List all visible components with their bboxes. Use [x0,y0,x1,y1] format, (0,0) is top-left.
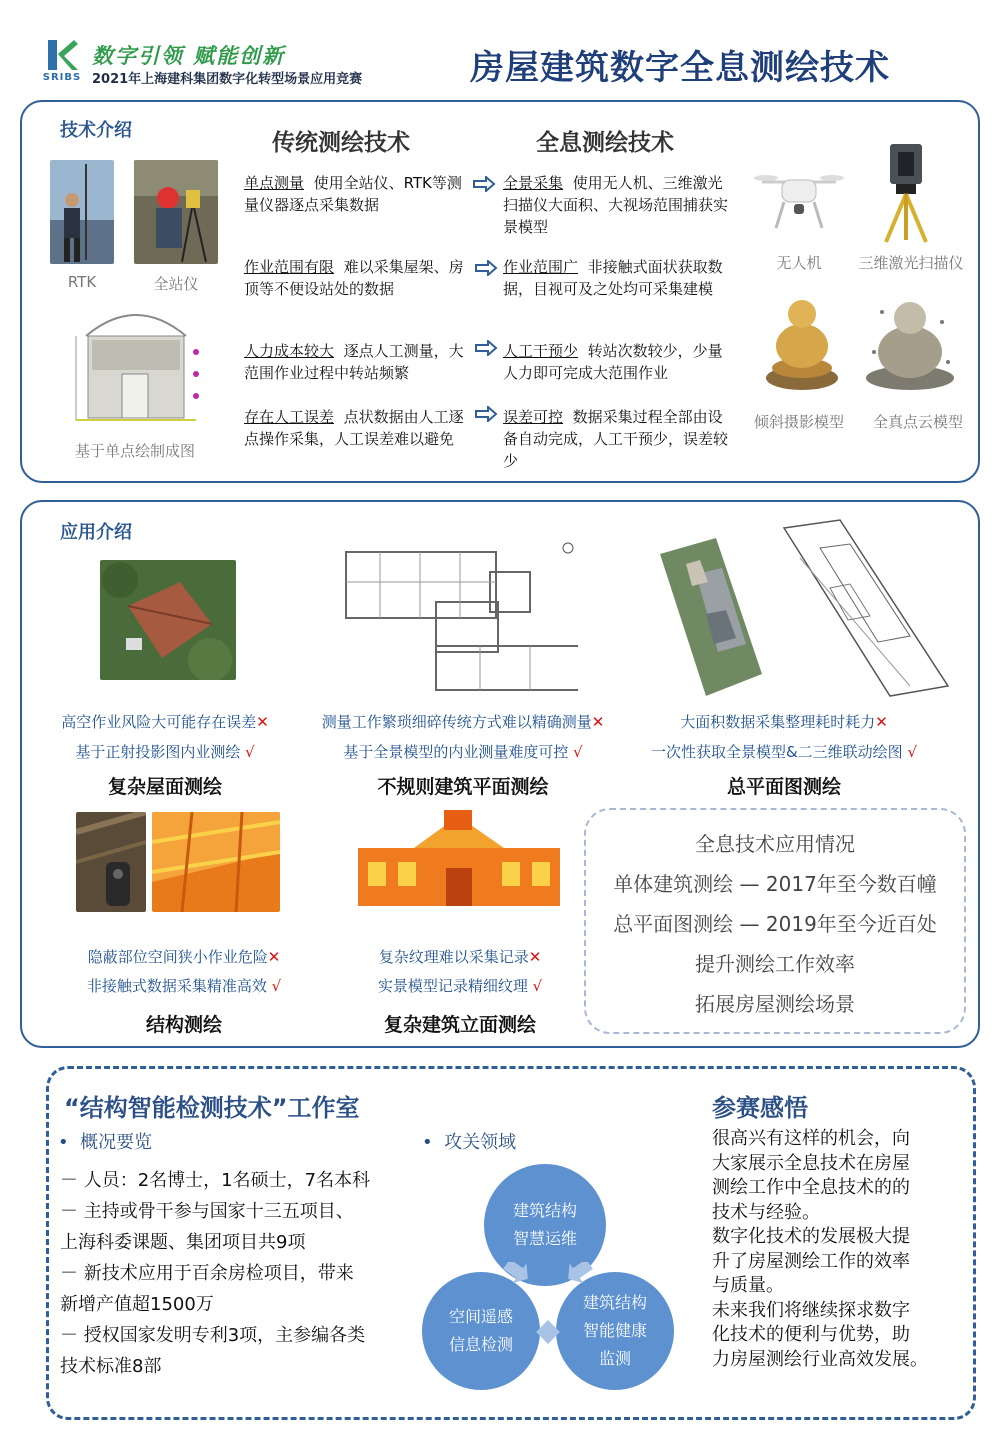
holographic-header: 全息测绘技术 [536,130,674,156]
app-2-bad [300,711,626,732]
summary-line-3: 提升测绘工作效率 [695,952,855,976]
single-point-caption: 基于单点绘制成图 [74,442,195,460]
reflection-text [712,1127,962,1372]
summary-line-2: 总平面图测绘 — 2019年至今近百处 [613,912,937,936]
app-5-title: 复杂建筑立面测绘 [383,1014,536,1036]
rtk-caption: RTK [67,273,97,291]
holo-text-3: 转站次数较少，少量人力即可完成大范围作业 [503,342,723,382]
cross-icon: ✕ [256,713,269,731]
trad-row-3 [244,340,474,384]
focus-circle-line: 建筑结构 [512,1201,577,1220]
logo-text: SRIBS [42,72,82,83]
check-icon: √ [907,743,918,761]
overview-list [60,1165,420,1382]
tech-section-label: 技术介绍 [60,120,132,141]
cycle-arrows-icon [498,1262,598,1344]
app-3-good-text: 一次性获取全景模型&二三维联动绘图 [650,743,903,761]
facade-point-cloud [354,808,564,912]
holo-text-4: 数据采集过程全部由设备自动完成，人工干预少，误差较少 [503,408,729,470]
roof-truss-point-cloud [152,812,280,912]
overview-line: － 人员：2名博士，1名硕士，7名本科 [60,1170,371,1191]
point-cloud-model [862,292,958,392]
overview-heading [58,1128,152,1154]
focus-circle-line: 监测 [598,1349,631,1368]
reflection-title: 参赛感悟 [712,1094,808,1122]
trad-key-2: 作业范围有限 [244,258,335,276]
overview-label: 概况要览 [80,1132,153,1153]
cross-icon: ✕ [591,713,605,731]
reflection-line: 技术与经验。 [712,1201,820,1223]
focus-heading [422,1128,516,1154]
trad-key-1: 单点测量 [244,174,305,192]
overview-line: 技术标准8部 [60,1356,162,1377]
cross-icon: ✕ [875,713,888,731]
laser-scanner-caption: 三维激光扫描仪 [858,254,964,272]
holo-key-2: 作业范围广 [503,258,579,276]
trad-text-3: 逐点人工测量，大范围作业过程中转站频繁 [244,342,464,382]
app-2-bad-text: 测量工作繁琐细碎传统方式难以精确测量 [321,713,592,731]
studio-title: “结构智能检测技术”工作室 [64,1094,360,1122]
app-5-good-text: 实景模型记录精细纹理 [377,977,528,995]
laser-scanner-photo [876,140,936,244]
check-icon: √ [532,977,543,995]
app-1-bad-text: 高空作业风险大可能存在误差 [61,713,257,731]
holo-text-1: 使用无人机、三维激光扫描仪大面积、大视场范围捕获实景模型 [503,174,729,236]
bullet-icon: • [58,1132,69,1153]
arrow-right-icon [474,340,498,356]
reflection-line: 数字化技术的发展极大提 [712,1226,910,1247]
app-1-good-text: 基于正射投影图内业测绘 [75,743,241,761]
summary-line-1: 单体建筑测绘 — 2017年至今数百幢 [613,872,937,896]
oblique-photo-model [762,290,842,394]
app-1-bad [30,711,300,732]
irregular-floor-plan [340,542,578,698]
app-1-good [30,741,300,762]
focus-circle-line: 智能健康 [582,1321,647,1340]
bullet-icon: • [422,1132,433,1153]
app-2-good [300,741,626,762]
holo-key-4: 误差可控 [503,408,564,426]
total-station-caption: 全站仪 [153,275,199,293]
roof-aerial-photo [100,560,236,680]
app-4-title: 结构测绘 [145,1014,222,1036]
app-2-good-text: 基于全景模型的内业测量难度可控 [343,743,569,761]
roof-space-photo [76,812,146,912]
focus-circle-line: 空间遥感 [448,1307,513,1326]
total-station-photo [134,160,218,264]
cross-icon: ✕ [528,948,542,966]
overview-line: 新增产值超1500万 [60,1294,214,1315]
trad-text-4: 点状数据由人工逐点操作采集，人工误差难以避免 [244,408,464,448]
point-cloud-caption: 全真点云模型 [872,413,963,431]
holo-text-2: 非接触式面状获取数据，目视可及之处均可采集建模 [503,258,723,298]
reflection-line: 化技术的便利与优势，助 [712,1324,910,1345]
app-3-bad-text: 大面积数据采集整理耗时耗力 [680,713,876,731]
app-4-bad-text: 隐蔽部位空间狭小作业危险 [87,948,268,966]
app-4-good-text: 非接触式数据采集精准高效 [86,977,267,995]
trad-row-1 [244,172,470,216]
app-5-good [340,975,580,996]
holo-row-2 [503,256,735,300]
summary-heading: 全息技术应用情况 [695,832,855,856]
slogan: 数字引领 赋能创新 [92,44,286,68]
trad-key-3: 人力成本较大 [244,342,335,360]
trad-text-1: 使用全站仪、RTK等测量仪器逐点采集数据 [244,174,462,214]
app-3-bad [626,711,942,732]
site-plan-drawing [780,518,950,698]
trad-key-4: 存在人工误差 [244,408,335,426]
oblique-caption: 倾斜摄影模型 [753,413,844,431]
overview-line: － 新技术应用于百余房检项目，带来 [60,1263,354,1284]
overview-line: － 主持或骨干参与国家十三五项目、 [60,1201,354,1222]
reflection-line: 与质量。 [712,1275,784,1296]
app-1-title: 复杂屋面测绘 [107,776,222,798]
app-2-title: 不规则建筑平面测绘 [377,776,549,798]
app-section-label: 应用介绍 [60,522,132,543]
holo-row-4 [503,406,735,472]
single-point-drawing [56,296,216,428]
app-5-bad-text: 复杂纹理难以采集记录 [378,948,529,966]
app-5-bad [340,946,580,967]
app-3-title: 总平面图测绘 [726,776,841,798]
overview-line: － 授权国家发明专利3项，主参编各类 [60,1325,366,1346]
app-4-bad [44,946,324,967]
competition-subtitle: 2021年上海建科集团数字化转型场景应用竞赛 [92,72,363,87]
summary-line-4: 拓展房屋测绘场景 [695,992,855,1016]
drone-photo [752,158,846,238]
check-icon: √ [271,977,282,995]
holo-key-1: 全景采集 [503,174,564,192]
reflection-line: 测绘工作中全息技术的的 [712,1177,910,1198]
holo-key-3: 人工干预少 [503,342,579,360]
check-icon: √ [573,743,583,761]
page-title: 房屋建筑数字全息测绘技术 [470,48,890,88]
reflection-line: 升了房屋测绘工作的效率 [712,1250,910,1272]
trad-row-2 [244,256,474,300]
check-icon: √ [245,743,255,761]
reflection-line: 很高兴有这样的机会，向 [712,1128,910,1149]
focus-circle-line: 建筑结构 [582,1293,647,1312]
trad-text-2: 难以采集屋架、房顶等不便设站处的数据 [244,258,464,298]
holo-row-3 [503,340,735,384]
focus-circle-line: 信息检测 [448,1335,513,1354]
cross-icon: ✕ [267,948,281,966]
arrow-right-icon [472,176,496,192]
arrow-right-icon [474,406,498,422]
overview-line: 上海科委课题、集团项目共9项 [60,1232,306,1253]
focus-circle-line: 智慧运维 [512,1229,577,1248]
app-4-good [44,975,324,996]
reflection-line: 力房屋测绘行业高效发展。 [712,1348,928,1370]
logo-mark [44,38,80,72]
app-3-good [626,741,942,762]
arrow-right-icon [474,260,498,276]
reflection-line: 未来我们将继续探求数字 [712,1299,910,1321]
drone-caption: 无人机 [776,254,822,272]
site-aerial-model [656,534,764,698]
rtk-photo [50,160,114,264]
trad-row-4 [244,406,474,450]
focus-label: 攻关领域 [444,1132,517,1153]
holo-row-1 [503,172,735,238]
traditional-header: 传统测绘技术 [272,130,410,156]
reflection-line: 大家展示全息技术在房屋 [712,1152,910,1174]
